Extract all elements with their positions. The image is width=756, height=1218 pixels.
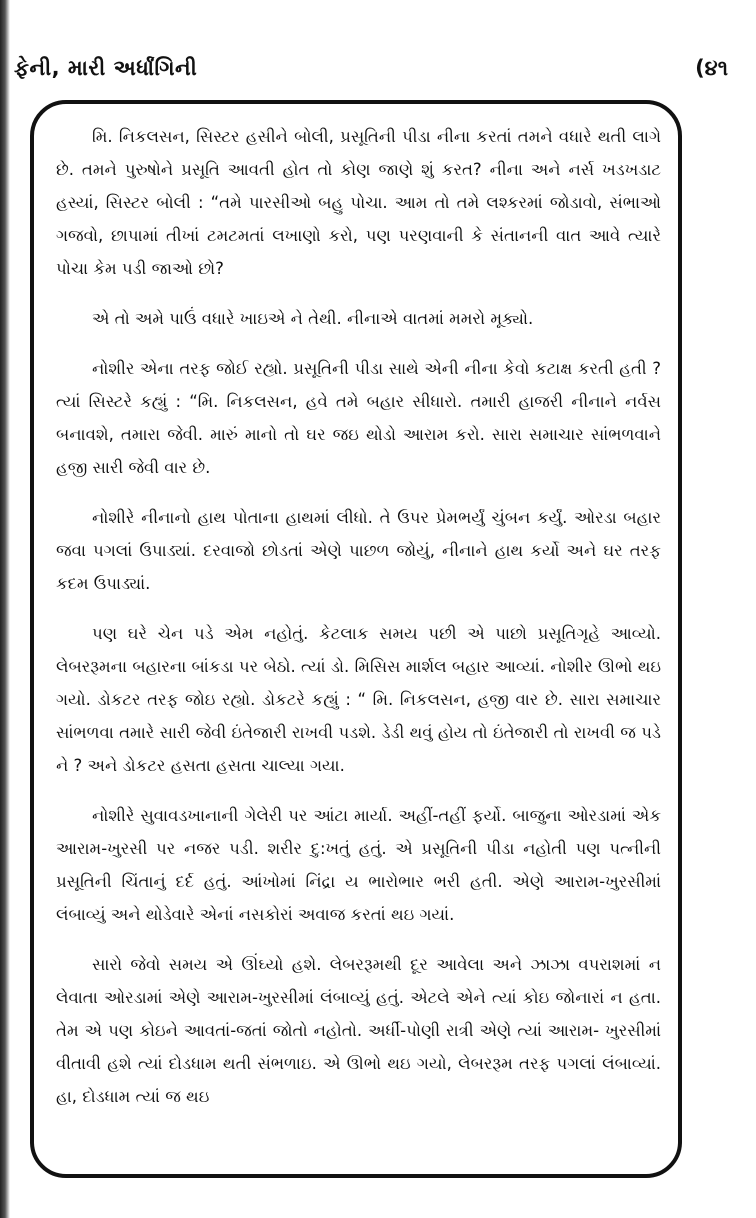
- paragraph: નોશીરે સુવાવડખાનાની ગેલેરી પર આંટા માર્યા. અહીં-તહીં ફર્યો. બાજુના ઓરડામાં એક આરામ-ખુરસી પર નજર પડી. શરીર દુ:ખતું હતું. એ પ્રસૂતિની પીડા નહોતી પણ પત્નીની પ્રસૂતિની ચિંતાનું દર્દ હતું. આંખોમાં નિંદ્રા ય ભારોભાર ભરી હતી. એણે આરામ-ખુરસીમાં લંબાવ્યું અને થોડેવારે એનાં નસકોરાં અવાજ કરતાં થઇ ગયાં.: [56, 806, 661, 924]
- paragraph: સારો જેવો સમય એ ઊંઘ્યો હશે. લેબરરૂમથી દૂર આવેલા અને ઝાઝા વપરાશમાં ન લેવાતા ઓરડામાં એણે આરામ-ખુરસીમાં લંબાવ્યું હતું. એટલે એને ત્યાં કોઇ જોનારાં ન હતા. તેમ એ પણ કોઇને આવતાં-જતાં જોતો નહોતો. અર્ધી-પોણી રાત્રી એણે ત્યાં આરામ- ખુરસીમાં વીતાવી હશે ત્યાં દોડધામ થતી સંભળાઇ. એ ઊભો થઇ ગયો, લેબરરૂમ તરફ પગલાં લંબાવ્યાં. હા, દોડધામ ત્યાં જ થઇ: [56, 955, 661, 1106]
- paragraph: નોશીરે નીનાનો હાથ પોતાના હાથમાં લીધો. તે ઉપર પ્રેમભર્યું ચુંબન કર્યું. ઓરડા બહાર જવા પગલાં ઉપાડ્યાં. દરવાજો છોડતાં એણે પાછળ જોયું, નીનાને હાથ કર્યો અને ઘર તરફ કદમ ઉપાડ્યાં.: [56, 508, 661, 593]
- paragraph: મિ. નિકલસન, સિસ્ટર હસીને બોલી, પ્રસૂતિની પીડા નીના કરતાં તમને વધારે થતી લાગે છે. તમને પુરુષોને પ્રસૂતિ આવતી હોત તો કોણ જાણે શું કરત? નીના અને નર્સ ખડખડાટ હસ્યાં, સિસ્ટર બોલી : “તમે પારસીઓ બહુ પોચા. આમ તો તમે લશ્કરમાં જોડાવો, સંભાઓ ગજવો, છાપામાં તીખાં ટમટમતાં લખાણો કરો, પણ પરણવાની કે સંતાનની વાત આવે ત્યારે પોચા કેમ પડી જાઓ છો?: [56, 127, 661, 278]
- paragraph: નોશીર એના તરફ જોઈ રહ્યો. પ્રસૂતિની પીડા સાથે એની નીના કેવો કટાક્ષ કરતી હતી ? ત્યાં સિસ્ટરે કહ્યું : “મિ. નિકલસન, હવે તમે બહાર સીધારો. તમારી હાજરી નીનાને નર્વસ બનાવશે, તમારા જેવી. મારું માનો તો ઘર જઇ થોડો આરામ કરો. સારા સમાચાર સાંભળવાને હજી સારી જેવી વાર છે.: [56, 359, 661, 477]
- book-binding-shadow: [0, 0, 10, 1218]
- paragraph: એ તો અમે પાઉં વધારે ખાઇએ ને તેથી. નીનાએ વાતમાં મમરો મૂક્યો.: [92, 309, 534, 328]
- running-title: ફેની, મારી અર્ધાંગિની: [14, 56, 198, 80]
- page-header: [14, 56, 728, 92]
- page-body: [56, 120, 661, 1113]
- page-number: (૪૧: [695, 56, 728, 80]
- paragraph: પણ ઘરે ચેન પડે એમ નહોતું. કેટલાક સમય પછી એ પાછો પ્રસૂતિગૃહે આવ્યો. લેબરરૂમના બહારના બાંકડા પર બેઠો. ત્યાં ડો. મિસિસ માર્શલ બહાર આવ્યાં. નોશીર ઊભો થઇ ગયો. ડોકટર તરફ જોઇ રહ્યો. ડોકટરે કહ્યું : “ મિ. નિકલસન, હજી વાર છે. સારા સમાચાર સાંભળવા તમારે સારી જેવી ઇંતેજારી રાખવી પડશે. ડેડી થવું હોય તો ઇંતેજારી તો રાખવી જ પડે ને ? અને ડોકટર હસતા હસતા ચાલ્યા ગયા.: [56, 624, 661, 775]
